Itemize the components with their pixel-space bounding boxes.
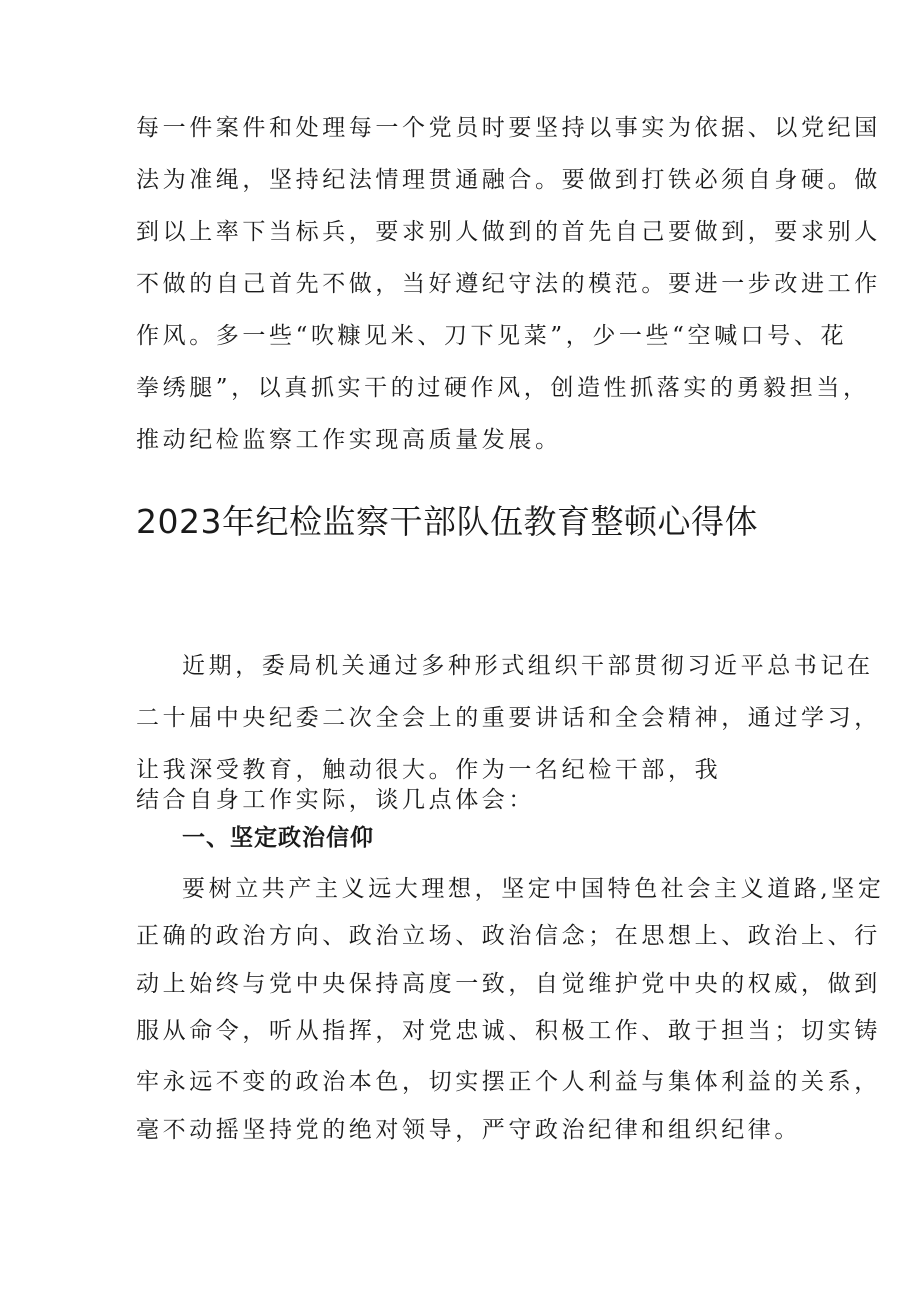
- paragraph-line: 让我深受教育，触动很大。作为一名纪检干部，我: [136, 757, 722, 783]
- paragraph-line: 每一件案件和处理每一个党员时要坚持以事实为依据、以党纪国: [136, 115, 881, 141]
- paragraph-line: 作风。多一些“吹糠见米、刀下见菜”，少一些“空喊口号、花: [136, 323, 848, 349]
- paragraph-line: 推动纪检监察工作实现高质量发展。: [136, 427, 562, 453]
- paragraph-line: 结合自身工作实际，谈几点体会：: [136, 787, 535, 813]
- paragraph-line: 近期，委局机关通过多种形式组织干部贯彻习近平总书记在: [182, 653, 874, 679]
- paragraph-line: 服从命令，听从指挥，对党忠诚、积极工作、敢于担当；切实铸: [136, 1018, 881, 1044]
- paragraph-line: 牢永远不变的政治本色，切实摆正个人利益与集体利益的关系，: [136, 1069, 881, 1095]
- paragraph-line: 动上始终与党中央保持高度一致，自觉维护党中央的权威，做到: [136, 971, 881, 997]
- paragraph-line: 拳绣腿”，以真抓实干的过硬作风，创造性抓落实的勇毅担当，: [136, 375, 870, 401]
- paragraph-line: 法为准绳，坚持纪法情理贯通融合。要做到打铁必须自身硬。做: [136, 167, 881, 193]
- article-title: 2023年纪检监察干部队伍教育整顿心得体: [136, 502, 758, 541]
- paragraph-line: 到以上率下当标兵，要求别人做到的首先自己要做到，要求别人: [136, 219, 881, 245]
- paragraph-line: 二十届中央纪委二次全会上的重要讲话和全会精神，通过学习，: [136, 705, 881, 731]
- paragraph-line: 不做的自己首先不做，当好遵纪守法的模范。要进一步改进工作: [136, 271, 881, 297]
- section-heading: 一、坚定政治信仰: [182, 825, 374, 851]
- paragraph-line: 毫不动摇坚持党的绝对领导，严守政治纪律和组织纪律。: [136, 1117, 801, 1143]
- paragraph-line: 正确的政治方向、政治立场、政治信念；在思想上、政治上、行: [136, 923, 881, 949]
- paragraph-line: 要树立共产主义远大理想，坚定中国特色社会主义道路,坚定: [182, 876, 885, 902]
